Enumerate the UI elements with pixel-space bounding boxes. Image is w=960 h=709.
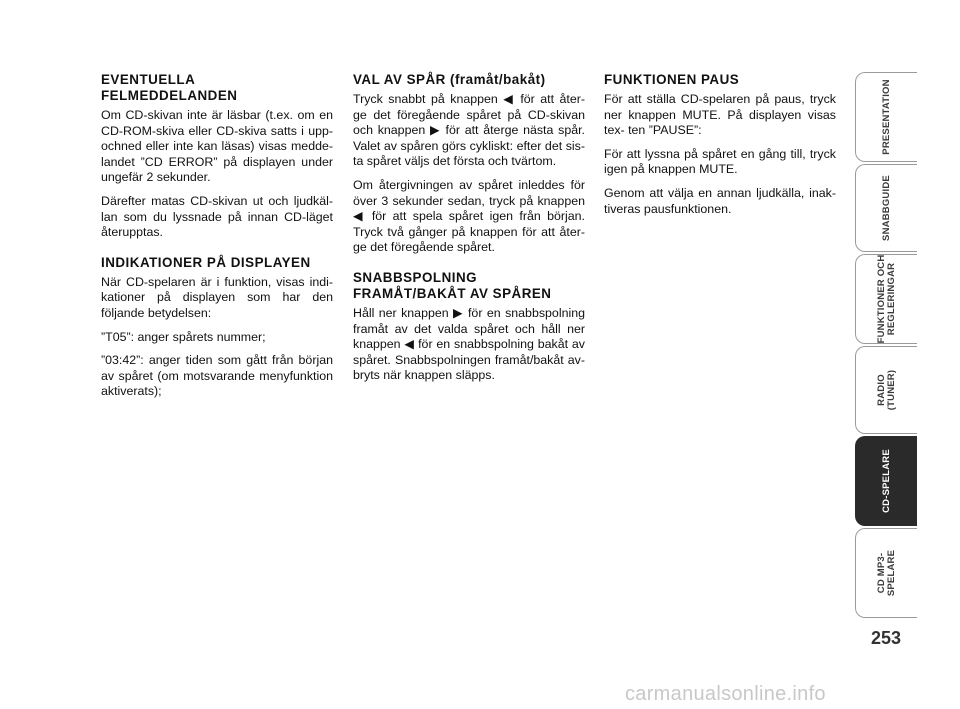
tab-cd-mp3[interactable] <box>855 528 917 618</box>
paragraph: Därefter matas CD-skivan ut och ljudkäl- lan som du lyssnade på innan CD-läget återupptas. <box>101 193 333 240</box>
paragraph: Håll ner knappen ▶ för en snabbspolning framåt av det valda spåret och håll ner knappen ◀ för en snabbspolning bakåt av spåret. Snabbspolningen framåt/bakåt av- bryts när knappen släpps. <box>353 305 585 383</box>
heading-fast-forward: SNABBSPOLNING FRAMÅT/BAKÅT AV SPÅREN <box>353 269 552 301</box>
paragraph: Tryck snabbt på knappen ◀ för att åter- ge det föregående spåret på CD-skivan och knappen ▶ för att återge nästa spår. Valet av spåren görs cykliskt: efter det sis- ta spåret väljs det första och tvärtom. <box>353 92 585 169</box>
tab-label: CD-SPELARE <box>880 449 892 513</box>
tab-radio[interactable] <box>855 346 917 434</box>
tab-label: SNABBGUIDE <box>880 175 892 241</box>
column-2 <box>353 72 585 392</box>
tab-cd-spelare[interactable] <box>855 436 917 526</box>
heading-display-indications: INDIKATIONER PÅ DISPLAYEN <box>101 254 311 270</box>
paragraph: Genom att välja en annan ljudkälla, inak- tiveras pausfunktionen. <box>604 185 836 216</box>
tab-label: PRESENTATION <box>880 79 892 155</box>
tab-snabbguide[interactable] <box>855 164 917 252</box>
paragraph: ”03:42”: anger tiden som gått från början av spåret (om motsvarande menyfunktion aktiverats); <box>101 353 333 399</box>
heading-error-messages: EVENTUELLA FELMEDDELANDEN <box>101 72 238 103</box>
column-3 <box>604 72 836 225</box>
tab-funktioner[interactable] <box>855 254 917 344</box>
tab-presentation[interactable] <box>855 72 917 162</box>
paragraph: Om CD-skivan inte är läsbar (t.ex. om en CD-ROM-skiva eller CD-skiva satts i upp- ochned eller inte kan läsas) visas medde- landet ”CD ERROR” på displayen under ungefär 2 sekunder. <box>101 108 333 185</box>
paragraph: ”T05”: anger spårets nummer; <box>101 329 266 344</box>
column-1 <box>101 72 333 408</box>
page-number: 253 <box>870 628 902 648</box>
paragraph: För att lyssna på spåret en gång till, tryck igen på knappen MUTE. <box>604 146 836 177</box>
heading-track-selection: VAL AV SPÅR (framåt/bakåt) <box>353 72 546 87</box>
paragraph: Om återgivningen av spåret inleddes för över 3 sekunder sedan, tryck på knappen ◀ för att spela spåret igen från början. Tryck två gånger på knappen för att åter- ge det föregående spåret. <box>353 177 585 255</box>
heading-pause-function: FUNKTIONEN PAUS <box>604 72 740 87</box>
tab-label: FUNKTIONER OCH REGLERINGAR <box>875 254 897 344</box>
paragraph: När CD-spelaren är i funktion, visas indi- kationer på displayen som har den följande betydelsen: <box>101 274 333 320</box>
tab-label: CD MP3- SPELARE <box>875 549 897 597</box>
paragraph: För att ställa CD-spelaren på paus, tryck ner knappen MUTE. På displayen visas tex- ten ”PAUSE”: <box>604 92 836 138</box>
watermark: carmanualsonline.info <box>625 683 826 705</box>
tab-label: RADIO (TUNER) <box>875 369 897 411</box>
